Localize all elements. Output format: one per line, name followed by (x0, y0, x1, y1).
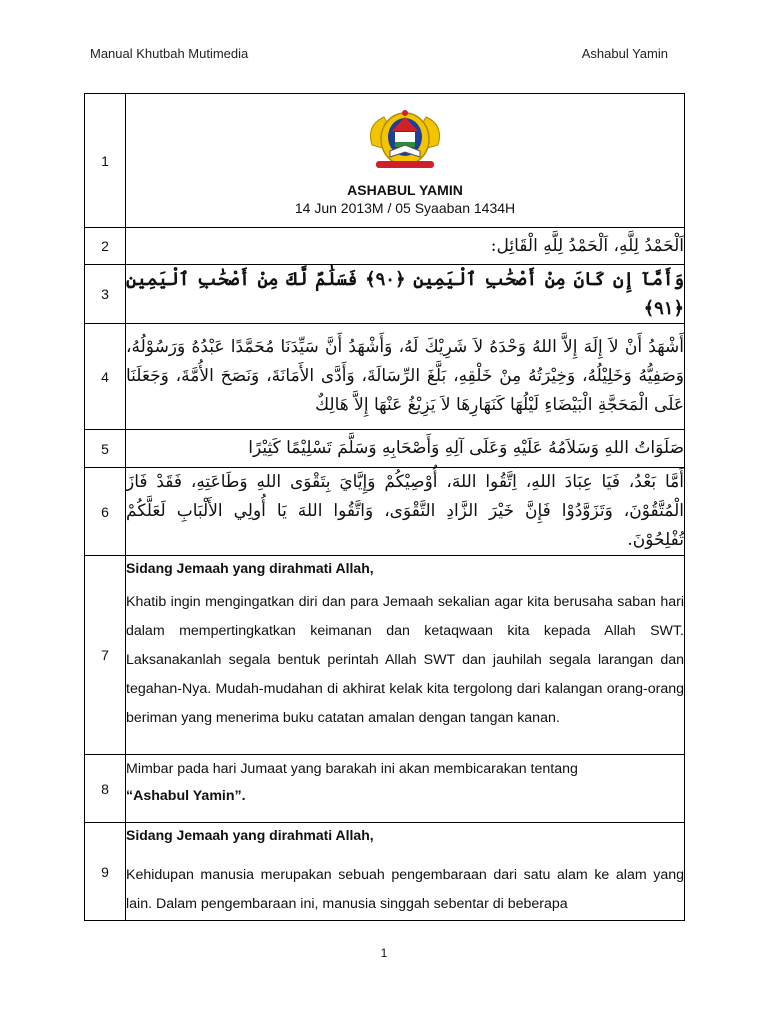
arabic-text: أَمَّا بَعْدُ، فَيَا عِبَادَ اللهِ، اِتَّقُوا اللهَ، أُوْصِيْكُمْ وَإِيَّايَ بِتَقْوَى اللهِ وَطَاعَتِهِ، فَقَدْ فَازَ الْمُتَّقُوْنَ، وَتَزَوَّدُوْا فَإِنَّ خَيْرَ الزَّادِ التَّقْوَى، وَاتَّقُوا اللهَ يَا أُولِي الأَلْبَابِ لَعَلَّكُمْ تُفْلِحُوْنَ. (126, 472, 684, 550)
header-document-title: Manual Khutbah Mutimedia (90, 46, 249, 61)
table-row (85, 228, 685, 265)
greeting: Sidang Jemaah yang dirahmati Allah, (126, 827, 374, 843)
arabic-text: صَلَوَاتُ اللهِ وَسَلاَمُهُ عَلَيْهِ وَعَلَى آلِهِ وَأَصْحَابِهِ وَسَلَّمَ تَسْلِيْمًا كَثِيْرًا (248, 438, 684, 458)
row-number: 3 (85, 265, 126, 324)
row-number: 1 (85, 94, 126, 228)
table-row (85, 94, 685, 228)
row-number: 5 (85, 430, 126, 468)
quran-verse: وَأَمَّآ إِن كَانَ مِنْ أَصْحَٰبِ ٱلْيَمِينِ ﴿٩٠﴾ فَسَلَٰمٌ لَّكَ مِنْ أَصْحَٰبِ ٱلْيَمِينِ ﴿٩١﴾ (126, 269, 684, 319)
row-number: 4 (85, 324, 126, 430)
row-number: 8 (85, 755, 126, 823)
table-row (85, 823, 685, 921)
greeting: Sidang Jemaah yang dirahmati Allah, (126, 560, 374, 576)
topic-name: “Ashabul Yamin”. (126, 788, 246, 804)
page-number: 1 (380, 946, 388, 960)
paragraph: Khatib ingin mengingatkan diri dan para Jemaah sekalian agar kita berusaha saban hari dalam mempertingkatkan keimanan dan ketaqwaan kita kepada Allah SWT. Laksanakanlah segala bentuk perintah Allah SWT dan jauhilah segala larangan dan tegahan-Nya. Mudah-mudahan di akhirat kelak kita tergolong dari kalangan orang-orang beriman yang menerima buku catatan amalan dengan tangan kanan. (126, 594, 684, 726)
table-row (85, 324, 685, 430)
table-row (85, 556, 685, 755)
table-row (85, 468, 685, 556)
table-row (85, 265, 685, 324)
row-number: 6 (85, 468, 126, 556)
arabic-text: اَلْحَمْدُ لِلَّهِ، اَلْحَمْدُ لِلَّهِ الْقَائِل: (490, 235, 684, 256)
row-number: 9 (85, 823, 126, 921)
title-cell (126, 94, 685, 228)
header-topic: Ashabul Yamin (581, 46, 668, 61)
row-number: 7 (85, 556, 126, 755)
table-row (85, 430, 685, 468)
date-subtitle: 14 Jun 2013M / 05 Syaaban 1434H (294, 200, 516, 216)
table-row (85, 755, 685, 823)
arabic-text: أَشْهَدُ أَنْ لاَ إِلَهَ إِلاَّ اللهُ وَحْدَهُ لاَ شَرِيْكَ لَهُ، وَأَشْهَدُ أَنَّ سَيِّدَنَا مُحَمَّدًا عَبْدُهُ وَرَسُوْلُهُ، وَصَفِيُّهُ وَخَلِيْلُهُ، وَخِيْرَتُهُ مِنْ خَلْقِهِ، بَلَّغَ الرِّسَالَةَ، وَأَدَّى الأَمَانَةَ، وَنَصَحَ الأُمَّةَ، وَجَعَلَنَا عَلَى الْمَحَجَّةِ الْبَيْضَاءِ لَيْلُهَا كَنَهَارِهَا لاَ يَزِيْغُ عَنْهَا إِلاَّ هَالِكٌ (126, 337, 684, 415)
crest-emblem-icon (362, 105, 448, 171)
paragraph: Kehidupan manusia merupakan sebuah pengembaraan dari satu alam ke alam yang lain. Dalam pengembaraan ini, manusia singgah sebentar di beberapa (126, 867, 684, 912)
khutbah-table (84, 93, 685, 921)
page-title: ASHABUL YAMIN (347, 182, 463, 198)
paragraph: Mimbar pada hari Jumaat yang barakah ini akan membicarakan tentang (126, 761, 578, 777)
row-number: 2 (85, 228, 126, 265)
